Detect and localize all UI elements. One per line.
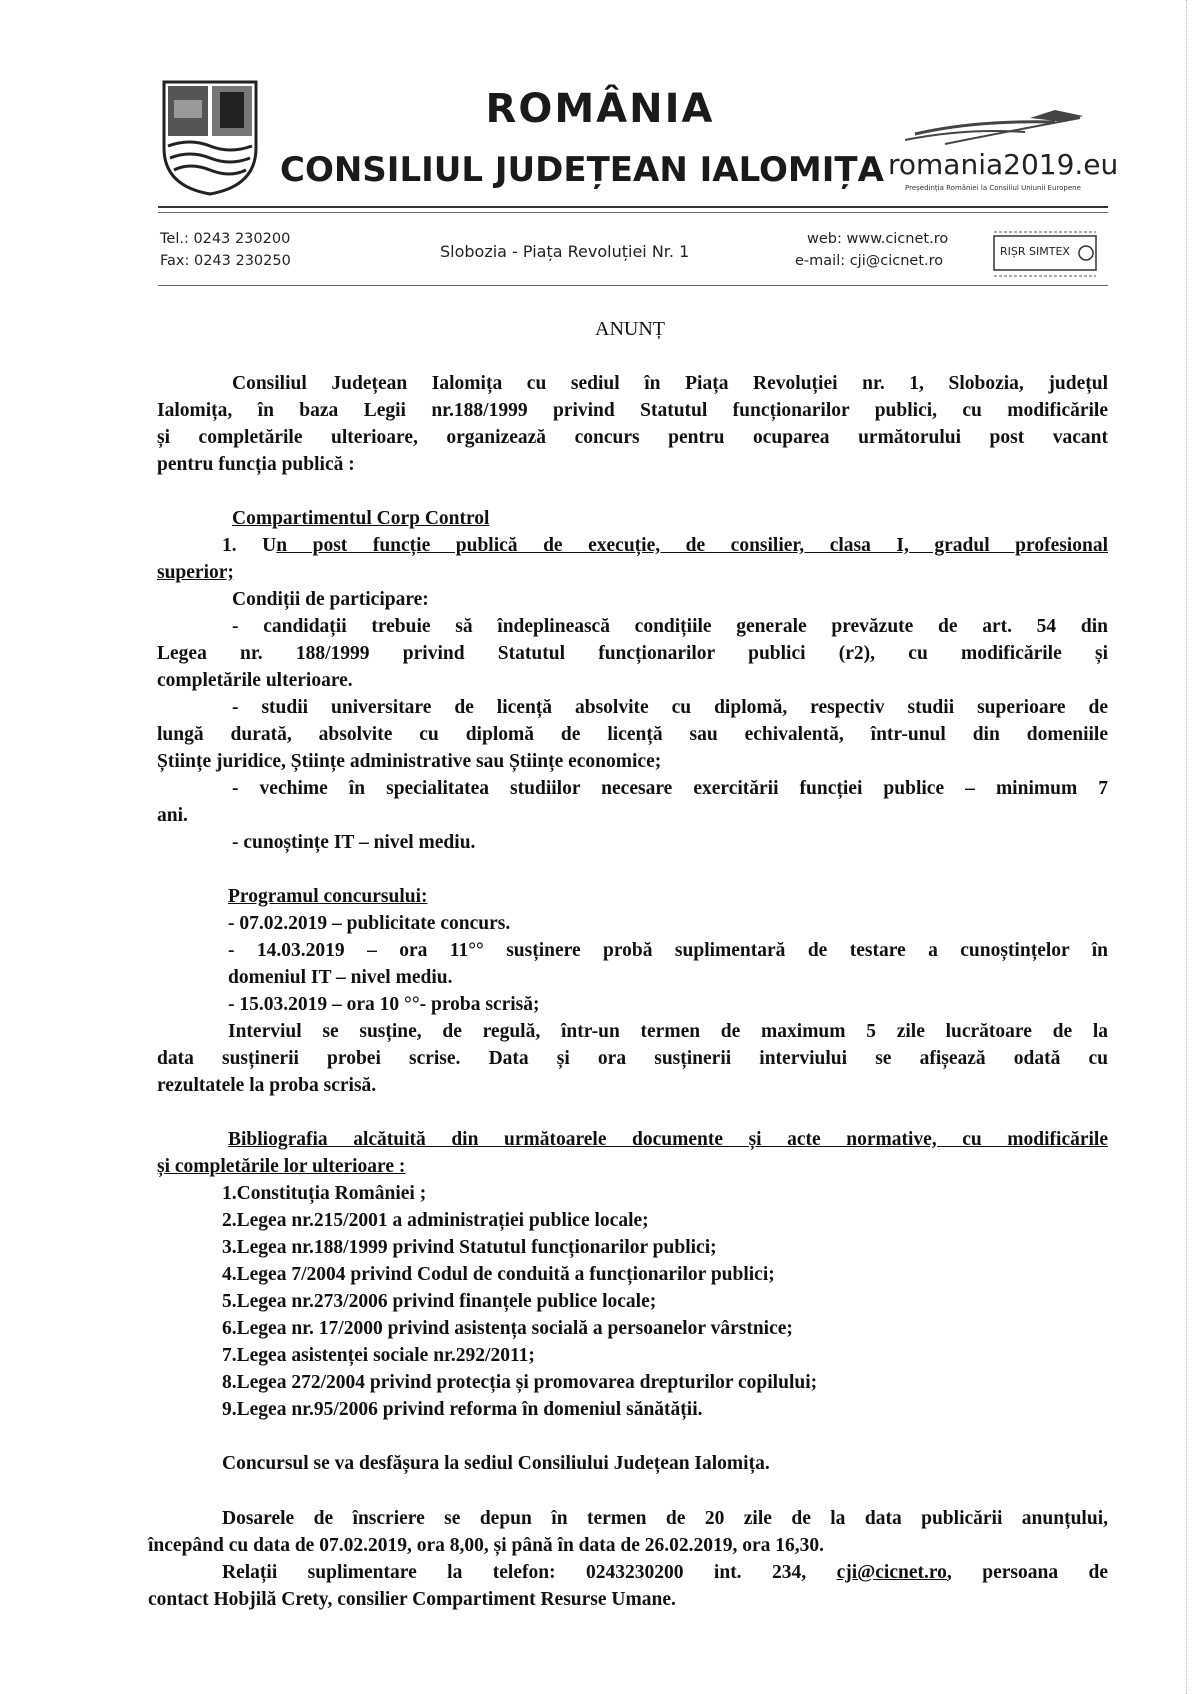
contact-line-1 bbox=[222, 1562, 1108, 1584]
header-country: ROMÂNIA bbox=[485, 86, 715, 132]
post-description: n post funcție publică de execuție, de consilier, clasa I, gradul profesional bbox=[276, 535, 1108, 556]
biblio-item: 6.Legea nr. 17/2000 privind asistența socială a persoanelor vârstnice; bbox=[222, 1318, 793, 1339]
condition-line-7: - vechime în specialitatea studiilor necesare exercitării funcției publice – minimum 7 bbox=[232, 778, 1108, 799]
condition-line-2: Legea nr. 188/1999 privind Statutul funcționarilor publici (r2), cu modificările și bbox=[157, 643, 1108, 664]
conditions-heading: Condiții de participare: bbox=[232, 589, 429, 610]
filing-line-2: începând cu data de 07.02.2019, ora 8,00, și până în data de 26.02.2019, ora 16,30. bbox=[148, 1535, 825, 1556]
post-line-2: superior; bbox=[157, 562, 234, 583]
program-line-2: - 14.03.2019 – ora 11°° susținere probă suplimentară de testare a cunoștințelor în bbox=[228, 940, 1108, 961]
header-bottom-divider bbox=[158, 285, 1108, 286]
contact-lead: Relații suplimentare la telefon: 0243230200 int. 234, bbox=[222, 1562, 837, 1583]
condition-line-1: - candidații trebuie să îndeplinească condițiile generale prevăzute de art. 54 din bbox=[232, 616, 1108, 637]
county-crest-icon bbox=[160, 78, 260, 196]
biblio-item: 1.Constituția României ; bbox=[222, 1183, 427, 1204]
program-line-5: Interviul se susține, de regulă, într-un termen de maximum 5 zile lucrătoare de la bbox=[228, 1021, 1108, 1042]
header-divider-thin bbox=[158, 212, 1108, 213]
contact-line-2: contact Hobjilă Crety, consilier Compartiment Resurse Umane. bbox=[148, 1589, 676, 1610]
biblio-item: 8.Legea 272/2004 privind protecția și promovarea drepturilor copilului; bbox=[222, 1372, 818, 1393]
biblio-item: 4.Legea 7/2004 privind Codul de conduită a funcționarilor publici; bbox=[222, 1264, 775, 1285]
certification-label: RIȘR SIMTEX bbox=[1000, 245, 1070, 258]
condition-line-9: - cunoștințe IT – nivel mediu. bbox=[232, 832, 476, 853]
program-line-3: domeniul IT – nivel mediu. bbox=[228, 967, 453, 988]
program-line-7: rezultatele la proba scrisă. bbox=[157, 1075, 377, 1096]
filing-line-1: Dosarele de înscriere se depun în termen de 20 zile de la data publicării anunțului, bbox=[222, 1508, 1108, 1529]
header-council: CONSILIUL JUDEȚEAN IALOMIȚA bbox=[280, 150, 884, 190]
program-line-4: - 15.03.2019 – ora 10 °°- proba scrisă; bbox=[228, 994, 540, 1015]
header-divider bbox=[158, 206, 1108, 208]
department-heading: Compartimentul Corp Control bbox=[232, 508, 490, 529]
biblio-item: 9.Legea nr.95/2006 privind reforma în domeniul sănătății. bbox=[222, 1399, 703, 1420]
eu-presidency-logo-icon bbox=[905, 110, 1085, 150]
biblio-heading-line-2: și completările lor ulterioare : bbox=[157, 1156, 406, 1177]
contact-email-link[interactable]: cji@cicnet.ro bbox=[836, 1562, 947, 1583]
intro-line-3: și completările ulterioare, organizează concurs pentru ocuparea următorului post vacant bbox=[157, 427, 1108, 448]
biblio-heading-line-1: Bibliografia alcătuită din următoarele documente și acte normative, cu modificările bbox=[228, 1129, 1108, 1150]
program-line-1: - 07.02.2019 – publicitate concurs. bbox=[228, 913, 511, 934]
certification-badge bbox=[992, 226, 1098, 282]
biblio-item: 3.Legea nr.188/1999 privind Statutul funcționarilor publici; bbox=[222, 1237, 717, 1258]
post-line-1 bbox=[222, 535, 1108, 557]
header-fax: Fax: 0243 230250 bbox=[160, 253, 291, 269]
condition-line-5: lungă durată, absolvite cu diplomă de licență sau echivalentă, într-unul din domeniile bbox=[157, 724, 1108, 745]
header-web: web: www.cicnet.ro bbox=[807, 231, 949, 247]
intro-line-4: pentru funcția publică : bbox=[157, 454, 355, 475]
eu-presidency-name: romania2019.eu bbox=[888, 148, 1119, 181]
condition-line-4: - studii universitare de licență absolvite cu diplomă, respectiv studii superioare de bbox=[232, 697, 1108, 718]
header-email: e-mail: cji@cicnet.ro bbox=[795, 253, 944, 269]
header-tel: Tel.: 0243 230200 bbox=[160, 231, 291, 247]
biblio-item: 7.Legea asistenței sociale nr.292/2011; bbox=[222, 1345, 535, 1366]
venue-text: Concursul se va desfășura la sediul Consiliului Județean Ialomița. bbox=[222, 1453, 770, 1474]
biblio-item: 5.Legea nr.273/2006 privind finanțele publice locale; bbox=[222, 1291, 657, 1312]
condition-line-6: Științe juridice, Științe administrative sau Științe economice; bbox=[157, 751, 662, 772]
program-line-6: data susținerii probei scrise. Data și ora susținerii interviului se afișează odată cu bbox=[157, 1048, 1108, 1069]
intro-line-2: Ialomița, în baza Legii nr.188/1999 privind Statutul funcționarilor publici, cu modificările bbox=[157, 400, 1108, 421]
biblio-item: 2.Legea nr.215/2001 a administrației publice locale; bbox=[222, 1210, 649, 1231]
condition-line-8: ani. bbox=[157, 805, 188, 826]
condition-line-3: completările ulterioare. bbox=[157, 670, 353, 691]
intro-line-1: Consiliul Județean Ialomița cu sediul în Piața Revoluției nr. 1, Slobozia, județul bbox=[232, 373, 1108, 394]
scan-edge bbox=[1186, 0, 1187, 1694]
page-title: ANUNȚ bbox=[595, 318, 665, 340]
post-lead: 1. U bbox=[222, 535, 277, 556]
header-address: Slobozia - Piața Revoluției Nr. 1 bbox=[440, 242, 690, 261]
contact-tail: , persoana de bbox=[946, 1562, 1109, 1583]
program-heading: Programul concursului: bbox=[228, 886, 428, 907]
eu-presidency-tagline: Președinția României la Consiliul Uniunii Europene bbox=[905, 184, 1081, 192]
